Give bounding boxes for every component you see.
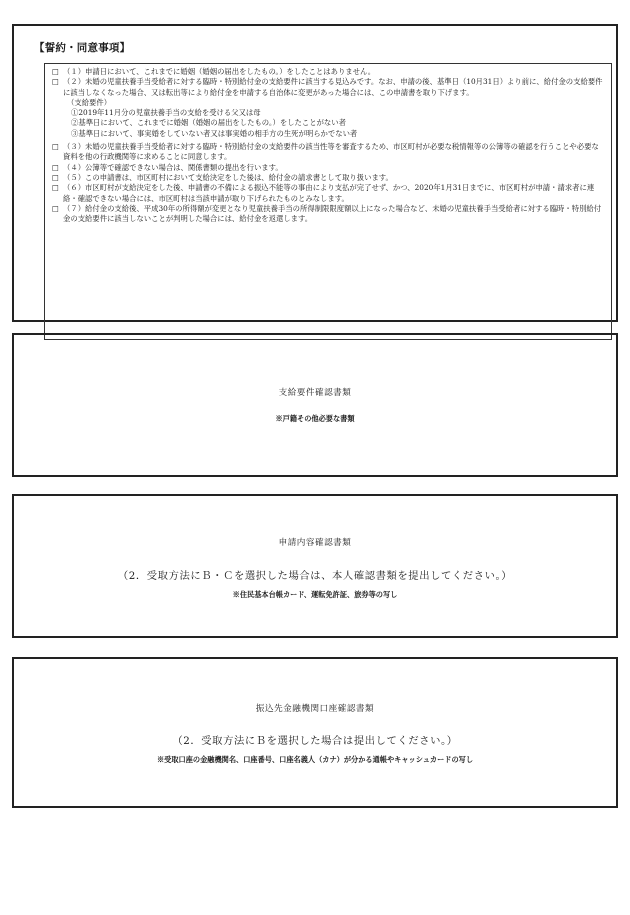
pledge-item-text: （２）未婚の児童扶養手当受給者に対する臨時・特別給付金の支給要件に該当する見込みです。なお、申請の後、基準日（10月31日）より前に、給付金の支給要件に該当しなくなった場合、又は転出等により給付金を申請する自治体に変更があった場合には、この申請書を取り下げます。 — [63, 77, 603, 97]
application-confirmation-box[interactable] — [12, 494, 618, 638]
box-title: 支給要件確認書類 — [278, 388, 352, 398]
pledge-item-text: （４）公簿等で確認できない場合は、関係書類の提出を行います。 — [63, 162, 283, 172]
bank-account-box[interactable] — [12, 657, 618, 808]
box-title: 振込先金融機関口座確認書類 — [255, 704, 375, 714]
pledge-item-1 — [52, 67, 605, 77]
pledge-item-5 — [52, 173, 605, 183]
checkbox-2[interactable]: □ — [52, 77, 59, 87]
pledge-section — [12, 24, 618, 322]
pledge-items-box — [44, 63, 612, 340]
checkbox-7[interactable]: □ — [52, 203, 59, 213]
pledge-item-text: （１）申請日において、これまでに婚姻（婚姻の届出をしたもの。）をしたことはありません。 — [63, 67, 376, 76]
pledge-item-4 — [52, 163, 605, 173]
box-note: ※住民基本台帳カード、運転免許証、旅券等の写し — [232, 590, 398, 599]
checkbox-4[interactable]: □ — [52, 162, 59, 172]
pledge-item-text: （３）未婚の児童扶養手当受給者に対する臨時・特別給付金の支給要件の該当性等を審査するため、市区町村が必要な税情報等の公簿等の確認を行うことや必要な資料を他の行政機関等に求めることに同意します。 — [63, 142, 599, 162]
eligibility-documents-box[interactable] — [12, 333, 618, 477]
box-note: ※受取口座の金融機関名、口座番号、口座名義人（カナ）が分かる通帳やキャッシュカードの写し — [156, 755, 474, 764]
requirements-heading: （支給要件） — [67, 97, 112, 107]
pledge-item-6 — [52, 183, 605, 204]
box-subtitle: （2．受取方法にＢを選択した場合は提出してください。） — [172, 735, 458, 747]
checkbox-3[interactable]: □ — [52, 142, 59, 152]
checkbox-6[interactable]: □ — [52, 183, 59, 193]
pledge-item-text: （７）給付金の支給後、平成30年の所得額が変更となり児童扶養手当の所得制限限度額以上になった場合など、未婚の児童扶養手当受給者に対する臨時・特別給付金の支給要件に該当しないことが判明した場合には、給付金を返還します。 — [63, 203, 602, 224]
pledge-item-text: （６）市区町村が支給決定をした後、申請書の不備による振込不能等の事由により支払が完了せず、かつ、2020年1月31日までに、市区町村が申請・請求者に連絡・確認できない場合には、市区町村は当該申請が取り下げられたものとみなします。 — [63, 183, 595, 203]
pledge-item-2 — [52, 77, 605, 98]
checkbox-5[interactable]: □ — [52, 172, 59, 182]
requirement-3: ③基準日において、事実婚をしていない者又は事実婚の相手方の生死が明らかでない者 — [71, 128, 358, 138]
pledge-item-7 — [52, 204, 605, 225]
pledge-item-3 — [52, 142, 605, 163]
box-title: 申請内容確認書類 — [278, 538, 352, 548]
box-note: ※戸籍その他必要な書類 — [275, 414, 355, 423]
pledge-item-text: （５）この申請書は、市区町村において支給決定をした後は、給付金の請求書として取り扱います。 — [63, 172, 393, 182]
requirement-2: ②基準日において、これまでに婚姻（婚姻の届出をしたもの。）をしたことがない者 — [71, 118, 346, 128]
box-subtitle: （2．受取方法にＢ・Ｃを選択した場合は、本人確認書類を提出してください。） — [117, 570, 513, 582]
pledge-title: 【誓約・同意事項】 — [34, 42, 131, 54]
requirement-1: ①2019年11月分の児童扶養手当の支給を受ける父又は母 — [71, 108, 261, 118]
checkbox-1[interactable]: □ — [52, 67, 59, 76]
